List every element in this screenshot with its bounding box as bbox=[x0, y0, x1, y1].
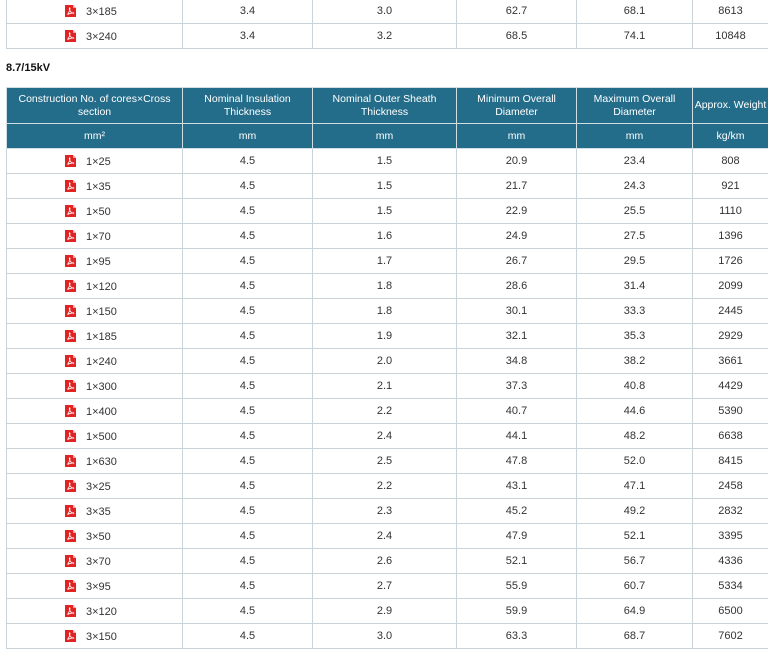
pdf-file-icon[interactable] bbox=[65, 480, 76, 492]
cell-min-diameter: 37.3 bbox=[457, 374, 577, 399]
cell-min-diameter: 68.5 bbox=[457, 24, 577, 49]
pdf-file-icon[interactable] bbox=[65, 305, 76, 317]
cell-min-diameter: 20.9 bbox=[457, 149, 577, 174]
cell-construction bbox=[7, 174, 183, 199]
cell-sheath-thickness: 2.0 bbox=[313, 349, 457, 374]
cell-min-diameter: 21.7 bbox=[457, 174, 577, 199]
cell-min-diameter: 24.9 bbox=[457, 224, 577, 249]
pdf-file-icon[interactable] bbox=[65, 355, 76, 367]
construction-label: 3×70 bbox=[86, 555, 111, 568]
table-row bbox=[7, 149, 768, 174]
cell-sheath-thickness: 1.6 bbox=[313, 224, 457, 249]
cell-weight: 5390 bbox=[693, 399, 768, 424]
pdf-file-icon[interactable] bbox=[65, 455, 76, 467]
cell-sheath-thickness: 2.4 bbox=[313, 524, 457, 549]
header-weight: Approx. Weight bbox=[693, 88, 768, 124]
cell-max-diameter: 44.6 bbox=[577, 399, 693, 424]
cell-weight: 1726 bbox=[693, 249, 768, 274]
cell-max-diameter: 56.7 bbox=[577, 549, 693, 574]
cell-max-diameter: 60.7 bbox=[577, 574, 693, 599]
cell-min-diameter: 52.1 bbox=[457, 549, 577, 574]
pdf-file-icon[interactable] bbox=[65, 5, 76, 17]
table-row bbox=[7, 324, 768, 349]
cell-weight: 2458 bbox=[693, 474, 768, 499]
construction-label: 1×400 bbox=[86, 405, 117, 418]
cell-construction bbox=[7, 274, 183, 299]
pdf-file-icon[interactable] bbox=[65, 330, 76, 342]
unit-min-diameter: mm bbox=[457, 124, 577, 149]
cell-max-diameter: 52.1 bbox=[577, 524, 693, 549]
cell-insulation-thickness: 4.5 bbox=[183, 424, 313, 449]
cell-min-diameter: 45.2 bbox=[457, 499, 577, 524]
cell-insulation-thickness: 4.5 bbox=[183, 199, 313, 224]
cell-construction bbox=[7, 599, 183, 624]
cell-insulation-thickness: 4.5 bbox=[183, 249, 313, 274]
pdf-file-icon[interactable] bbox=[65, 205, 76, 217]
cell-construction bbox=[7, 524, 183, 549]
cell-weight: 8613 bbox=[693, 0, 768, 24]
cell-insulation-thickness: 4.5 bbox=[183, 499, 313, 524]
pdf-file-icon[interactable] bbox=[65, 155, 76, 167]
table-row bbox=[7, 224, 768, 249]
construction-label: 3×50 bbox=[86, 530, 111, 543]
table-row bbox=[7, 0, 768, 24]
table-row bbox=[7, 249, 768, 274]
cell-construction bbox=[7, 24, 183, 49]
cell-insulation-thickness: 4.5 bbox=[183, 524, 313, 549]
pdf-file-icon[interactable] bbox=[65, 505, 76, 517]
cell-construction bbox=[7, 299, 183, 324]
construction-label: 1×240 bbox=[86, 355, 117, 368]
construction-label: 3×35 bbox=[86, 505, 111, 518]
cell-weight: 4336 bbox=[693, 549, 768, 574]
unit-construction: mm² bbox=[7, 124, 183, 149]
cell-sheath-thickness: 3.0 bbox=[313, 624, 457, 649]
cell-sheath-thickness: 2.3 bbox=[313, 499, 457, 524]
cell-max-diameter: 47.1 bbox=[577, 474, 693, 499]
cell-min-diameter: 43.1 bbox=[457, 474, 577, 499]
pdf-file-icon[interactable] bbox=[65, 605, 76, 617]
cell-sheath-thickness: 3.2 bbox=[313, 24, 457, 49]
spec-table-8-7-15kv bbox=[6, 87, 768, 649]
pdf-file-icon[interactable] bbox=[65, 255, 76, 267]
cell-min-diameter: 47.9 bbox=[457, 524, 577, 549]
cell-weight: 1110 bbox=[693, 199, 768, 224]
table-row bbox=[7, 624, 768, 649]
cell-max-diameter: 68.7 bbox=[577, 624, 693, 649]
table-row bbox=[7, 549, 768, 574]
cell-sheath-thickness: 2.1 bbox=[313, 374, 457, 399]
cell-sheath-thickness: 3.0 bbox=[313, 0, 457, 24]
cell-insulation-thickness: 4.5 bbox=[183, 624, 313, 649]
table-row bbox=[7, 399, 768, 424]
table-row bbox=[7, 524, 768, 549]
cell-weight: 4429 bbox=[693, 374, 768, 399]
cell-construction bbox=[7, 449, 183, 474]
cell-sheath-thickness: 2.7 bbox=[313, 574, 457, 599]
cell-sheath-thickness: 1.5 bbox=[313, 149, 457, 174]
construction-label: 1×150 bbox=[86, 305, 117, 318]
table-row bbox=[7, 299, 768, 324]
header-construction: Construction No. of cores×Cross section bbox=[7, 88, 183, 124]
cell-max-diameter: 29.5 bbox=[577, 249, 693, 274]
pdf-file-icon[interactable] bbox=[65, 430, 76, 442]
cell-min-diameter: 44.1 bbox=[457, 424, 577, 449]
cell-construction bbox=[7, 349, 183, 374]
cell-construction bbox=[7, 224, 183, 249]
cell-max-diameter: 64.9 bbox=[577, 599, 693, 624]
cell-construction bbox=[7, 199, 183, 224]
pdf-file-icon[interactable] bbox=[65, 280, 76, 292]
table-row bbox=[7, 499, 768, 524]
table-row bbox=[7, 424, 768, 449]
cell-min-diameter: 32.1 bbox=[457, 324, 577, 349]
cell-max-diameter: 74.1 bbox=[577, 24, 693, 49]
header-max-diameter: Maximum Overall Diameter bbox=[577, 88, 693, 124]
pdf-file-icon[interactable] bbox=[65, 230, 76, 242]
pdf-file-icon[interactable] bbox=[65, 380, 76, 392]
cell-insulation-thickness: 4.5 bbox=[183, 549, 313, 574]
pdf-file-icon[interactable] bbox=[65, 405, 76, 417]
construction-label: 3×150 bbox=[86, 630, 117, 643]
cell-max-diameter: 48.2 bbox=[577, 424, 693, 449]
cell-insulation-thickness: 3.4 bbox=[183, 0, 313, 24]
previous-spec-table bbox=[6, 0, 768, 49]
table-row bbox=[7, 174, 768, 199]
cell-construction bbox=[7, 474, 183, 499]
table-row bbox=[7, 24, 768, 49]
cell-min-diameter: 47.8 bbox=[457, 449, 577, 474]
cell-max-diameter: 49.2 bbox=[577, 499, 693, 524]
table-row bbox=[7, 349, 768, 374]
construction-label: 1×300 bbox=[86, 380, 117, 393]
table-row bbox=[7, 274, 768, 299]
cell-min-diameter: 40.7 bbox=[457, 399, 577, 424]
cell-construction bbox=[7, 324, 183, 349]
cell-min-diameter: 55.9 bbox=[457, 574, 577, 599]
cell-construction bbox=[7, 624, 183, 649]
cell-max-diameter: 33.3 bbox=[577, 299, 693, 324]
cell-construction bbox=[7, 249, 183, 274]
cell-max-diameter: 35.3 bbox=[577, 324, 693, 349]
cell-sheath-thickness: 1.7 bbox=[313, 249, 457, 274]
cell-sheath-thickness: 2.2 bbox=[313, 474, 457, 499]
cell-insulation-thickness: 4.5 bbox=[183, 174, 313, 199]
cell-insulation-thickness: 4.5 bbox=[183, 599, 313, 624]
cell-sheath-thickness: 1.9 bbox=[313, 324, 457, 349]
cell-min-diameter: 30.1 bbox=[457, 299, 577, 324]
cell-weight: 2929 bbox=[693, 324, 768, 349]
pdf-file-icon[interactable] bbox=[65, 630, 76, 642]
unit-insulation: mm bbox=[183, 124, 313, 149]
cell-max-diameter: 25.5 bbox=[577, 199, 693, 224]
unit-max-diameter: mm bbox=[577, 124, 693, 149]
unit-weight: kg/km bbox=[693, 124, 768, 149]
construction-label: 1×185 bbox=[86, 330, 117, 343]
cell-weight: 7602 bbox=[693, 624, 768, 649]
unit-sheath: mm bbox=[313, 124, 457, 149]
cell-insulation-thickness: 4.5 bbox=[183, 349, 313, 374]
construction-label: 1×95 bbox=[86, 255, 111, 268]
cell-construction bbox=[7, 499, 183, 524]
cell-min-diameter: 63.3 bbox=[457, 624, 577, 649]
cell-insulation-thickness: 4.5 bbox=[183, 224, 313, 249]
cell-insulation-thickness: 4.5 bbox=[183, 324, 313, 349]
cell-min-diameter: 22.9 bbox=[457, 199, 577, 224]
cell-insulation-thickness: 4.5 bbox=[183, 574, 313, 599]
cell-max-diameter: 27.5 bbox=[577, 224, 693, 249]
pdf-file-icon[interactable] bbox=[65, 30, 76, 42]
cell-weight: 6638 bbox=[693, 424, 768, 449]
cell-min-diameter: 59.9 bbox=[457, 599, 577, 624]
cell-construction bbox=[7, 0, 183, 24]
cell-weight: 1396 bbox=[693, 224, 768, 249]
construction-label: 3×120 bbox=[86, 605, 117, 618]
table-units-row bbox=[7, 124, 768, 149]
header-outer-sheath-thickness: Nominal Outer Sheath Thickness bbox=[313, 88, 457, 124]
construction-label: 3×185 bbox=[86, 5, 117, 18]
cell-sheath-thickness: 1.8 bbox=[313, 299, 457, 324]
cell-weight: 3395 bbox=[693, 524, 768, 549]
cell-sheath-thickness: 2.9 bbox=[313, 599, 457, 624]
table-row bbox=[7, 574, 768, 599]
cell-construction bbox=[7, 424, 183, 449]
cell-weight: 10848 bbox=[693, 24, 768, 49]
section-heading: 8.7/15kV bbox=[6, 62, 51, 74]
cell-max-diameter: 68.1 bbox=[577, 0, 693, 24]
cell-construction bbox=[7, 399, 183, 424]
cell-weight: 3661 bbox=[693, 349, 768, 374]
cell-insulation-thickness: 4.5 bbox=[183, 149, 313, 174]
construction-label: 1×500 bbox=[86, 430, 117, 443]
table-row bbox=[7, 599, 768, 624]
header-min-diameter: Minimum Overall Diameter bbox=[457, 88, 577, 124]
cell-sheath-thickness: 2.6 bbox=[313, 549, 457, 574]
table-row bbox=[7, 199, 768, 224]
construction-label: 1×25 bbox=[86, 155, 111, 168]
cell-weight: 808 bbox=[693, 149, 768, 174]
cell-min-diameter: 28.6 bbox=[457, 274, 577, 299]
cell-weight: 6500 bbox=[693, 599, 768, 624]
cell-sheath-thickness: 2.4 bbox=[313, 424, 457, 449]
cell-construction bbox=[7, 549, 183, 574]
cell-construction bbox=[7, 149, 183, 174]
cell-insulation-thickness: 4.5 bbox=[183, 474, 313, 499]
cell-weight: 2445 bbox=[693, 299, 768, 324]
construction-label: 1×70 bbox=[86, 230, 111, 243]
cell-sheath-thickness: 2.2 bbox=[313, 399, 457, 424]
cell-weight: 921 bbox=[693, 174, 768, 199]
cell-insulation-thickness: 4.5 bbox=[183, 399, 313, 424]
construction-label: 3×240 bbox=[86, 30, 117, 43]
cell-min-diameter: 62.7 bbox=[457, 0, 577, 24]
cell-max-diameter: 31.4 bbox=[577, 274, 693, 299]
cell-sheath-thickness: 2.5 bbox=[313, 449, 457, 474]
cell-weight: 2099 bbox=[693, 274, 768, 299]
cell-max-diameter: 23.4 bbox=[577, 149, 693, 174]
header-insulation-thickness: Nominal Insulation Thickness bbox=[183, 88, 313, 124]
table-row bbox=[7, 474, 768, 499]
cell-weight: 8415 bbox=[693, 449, 768, 474]
cell-insulation-thickness: 4.5 bbox=[183, 299, 313, 324]
pdf-file-icon[interactable] bbox=[65, 530, 76, 542]
pdf-file-icon[interactable] bbox=[65, 555, 76, 567]
construction-label: 1×35 bbox=[86, 180, 111, 193]
cell-max-diameter: 38.2 bbox=[577, 349, 693, 374]
cell-construction bbox=[7, 374, 183, 399]
cell-insulation-thickness: 3.4 bbox=[183, 24, 313, 49]
cell-sheath-thickness: 1.5 bbox=[313, 174, 457, 199]
pdf-file-icon[interactable] bbox=[65, 180, 76, 192]
cell-weight: 2832 bbox=[693, 499, 768, 524]
cell-weight: 5334 bbox=[693, 574, 768, 599]
construction-label: 3×25 bbox=[86, 480, 111, 493]
cell-min-diameter: 34.8 bbox=[457, 349, 577, 374]
cell-max-diameter: 40.8 bbox=[577, 374, 693, 399]
cell-construction bbox=[7, 574, 183, 599]
construction-label: 1×630 bbox=[86, 455, 117, 468]
cell-max-diameter: 24.3 bbox=[577, 174, 693, 199]
construction-label: 1×120 bbox=[86, 280, 117, 293]
construction-label: 1×50 bbox=[86, 205, 111, 218]
cell-sheath-thickness: 1.5 bbox=[313, 199, 457, 224]
cell-max-diameter: 52.0 bbox=[577, 449, 693, 474]
cell-sheath-thickness: 1.8 bbox=[313, 274, 457, 299]
table-row bbox=[7, 374, 768, 399]
cell-insulation-thickness: 4.5 bbox=[183, 374, 313, 399]
pdf-file-icon[interactable] bbox=[65, 580, 76, 592]
cell-insulation-thickness: 4.5 bbox=[183, 449, 313, 474]
table-header-row bbox=[7, 88, 768, 124]
cell-min-diameter: 26.7 bbox=[457, 249, 577, 274]
table-row bbox=[7, 449, 768, 474]
construction-label: 3×95 bbox=[86, 580, 111, 593]
cell-insulation-thickness: 4.5 bbox=[183, 274, 313, 299]
